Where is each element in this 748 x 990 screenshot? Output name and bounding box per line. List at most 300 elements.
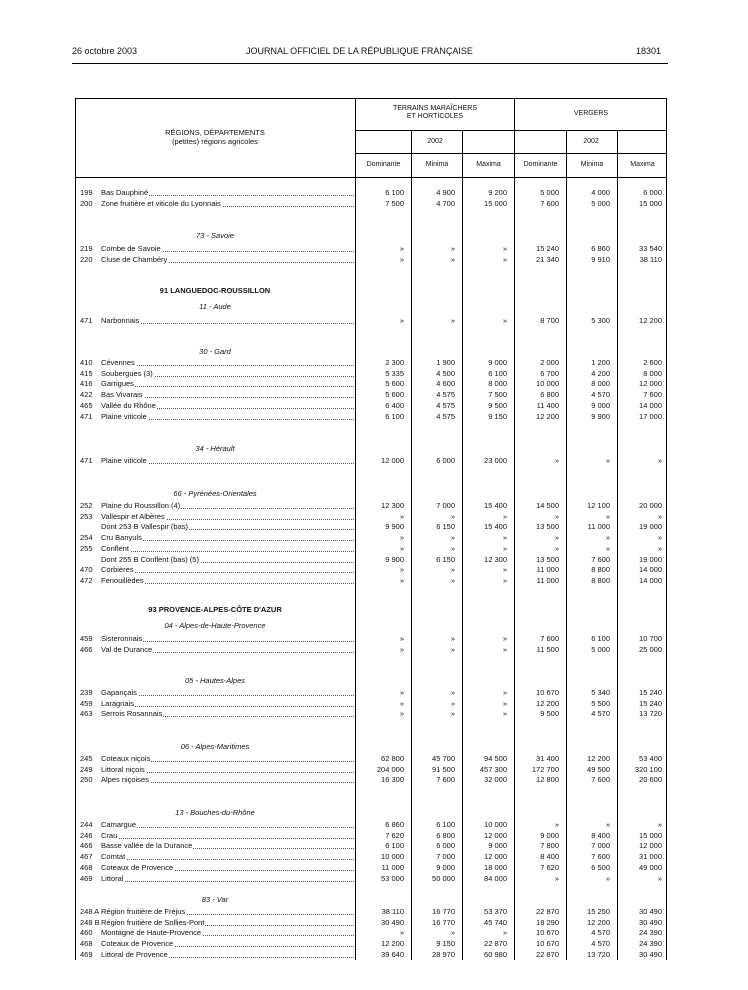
group-header-terrains: TERRAINS MARAÎCHERS ET HORTICOLES: [392, 105, 477, 120]
row-value: »: [502, 698, 507, 708]
row-name: [101, 831, 355, 840]
row-value: 18 000: [484, 862, 507, 872]
row-value: 4 570: [591, 928, 610, 938]
row-code: 254: [80, 533, 93, 543]
table-row: [75, 255, 667, 265]
row-value: »: [657, 456, 662, 465]
row-value: 2 000: [540, 358, 559, 367]
row-value: 12 300: [381, 501, 404, 510]
row-value: 10 000: [484, 820, 507, 829]
row-value: 10 670: [536, 939, 559, 949]
row-code: 466: [80, 841, 93, 851]
row-value: 9 000: [540, 830, 559, 840]
row-value: »: [399, 254, 404, 264]
row-value: »: [450, 688, 455, 697]
row-value: »: [502, 688, 507, 697]
row-name: [101, 907, 355, 916]
row-value: 7 800: [540, 841, 559, 851]
row-name-text: Comtat: [101, 852, 126, 862]
row-name: [101, 390, 355, 399]
row-value: »: [502, 575, 507, 585]
year-header: 2002: [427, 138, 443, 145]
row-value: 10 670: [536, 928, 559, 938]
row-value: »: [399, 244, 404, 253]
row-value: 6 500: [591, 862, 610, 872]
table-row: [75, 199, 667, 209]
row-code: 468: [80, 862, 93, 872]
row-value: »: [450, 244, 455, 253]
row-name-text: Dont 255 B Conflent (bas) (5): [101, 554, 199, 564]
row-code: 199: [80, 188, 93, 197]
row-value: 5 600: [385, 379, 404, 389]
row-value: 18 290: [536, 917, 559, 927]
row-value: 10 670: [536, 688, 559, 697]
row-value: 91 500: [432, 764, 455, 774]
row-name: [101, 512, 355, 521]
table-row: [75, 358, 667, 368]
row-name: [101, 841, 355, 850]
row-value: »: [502, 709, 507, 719]
row-code: 252: [80, 501, 93, 510]
row-value: »: [399, 575, 404, 585]
table-row: [75, 244, 667, 254]
row-value: 9 200: [488, 188, 507, 197]
table-row: [75, 533, 667, 543]
row-value: 4 500: [436, 368, 455, 378]
row-value: 20 600: [639, 775, 662, 785]
table-row: [75, 390, 667, 400]
row-value: 7 600: [436, 775, 455, 785]
row-value: 22 870: [536, 907, 559, 916]
row-value: 22 870: [536, 949, 559, 959]
row-value: 2 600: [643, 358, 662, 367]
row-name: [101, 369, 355, 378]
table-row: [75, 645, 667, 655]
department-heading: 34 - Hérault: [195, 444, 235, 453]
row-value: 4 575: [436, 390, 455, 400]
year-header: 2002: [583, 138, 599, 145]
row-name: [101, 316, 355, 325]
row-name: [101, 533, 355, 542]
table-row: [75, 412, 667, 422]
row-value: 94 500: [484, 754, 507, 763]
row-value: 30 490: [639, 917, 662, 927]
row-value: 60 980: [484, 949, 507, 959]
row-value: »: [399, 634, 404, 643]
row-value: 14 000: [639, 400, 662, 410]
row-value: »: [450, 511, 455, 521]
row-value: 9 910: [591, 254, 610, 264]
row-value: 5 500: [591, 698, 610, 708]
row-name: [101, 188, 355, 197]
row-value: »: [657, 533, 662, 543]
row-value: 53 400: [639, 754, 662, 763]
row-value: 4 570: [591, 390, 610, 400]
table-row: [75, 939, 667, 949]
row-value: »: [450, 709, 455, 719]
row-value: »: [502, 316, 507, 325]
row-value: 31 000: [639, 852, 662, 862]
row-name: [101, 358, 355, 367]
row-value: »: [399, 688, 404, 697]
row-value: »: [657, 543, 662, 553]
row-value: 10 000: [536, 379, 559, 389]
department-heading: 13 - Bouches-du-Rhône: [175, 808, 255, 817]
row-name-text: Coteaux de Provence: [101, 939, 174, 949]
row-code: 249: [80, 764, 93, 774]
row-value: »: [450, 928, 455, 938]
row-value: 457 300: [479, 764, 507, 774]
table-row: [75, 688, 667, 698]
row-code: 253: [80, 511, 93, 521]
row-name-text: Sisteronnais: [101, 634, 143, 643]
table-row: [75, 928, 667, 938]
row-value: »: [502, 634, 507, 643]
row-value: 7 600: [591, 852, 610, 862]
row-name-text: Bas Dauphiné: [101, 188, 149, 197]
table-row: [75, 501, 667, 511]
row-value: 12 000: [381, 456, 404, 465]
group-header-vergers: VERGERS: [573, 110, 609, 117]
row-value: 9 500: [540, 709, 559, 719]
row-value: »: [554, 820, 559, 829]
row-name-text: Région fruitière de Sollies-Pont: [101, 917, 205, 927]
row-name-text: Plaine du Roussillon (4): [101, 501, 181, 510]
row-value: 8 000: [488, 379, 507, 389]
row-value: »: [502, 644, 507, 654]
row-value: 21 340: [536, 254, 559, 264]
region-column-header: RÉGIONS, DÉPARTEMENTS (petites) régions agricoles: [165, 128, 265, 146]
row-value: 9 000: [436, 862, 455, 872]
row-code: 471: [80, 316, 93, 325]
row-value: 9 900: [385, 554, 404, 564]
row-value: »: [502, 533, 507, 543]
row-value: »: [554, 511, 559, 521]
row-name-text: Coteaux niçois: [101, 754, 151, 763]
row-value: 15 400: [484, 501, 507, 510]
row-value: 12 200: [536, 698, 559, 708]
row-value: 16 770: [432, 907, 455, 916]
row-value: 11 000: [536, 575, 559, 585]
row-value: 30 490: [639, 949, 662, 959]
col-header: Dominante: [366, 161, 401, 168]
row-value: 5 000: [591, 198, 610, 208]
row-value: 45 740: [484, 917, 507, 927]
table-row: [75, 512, 667, 522]
row-name-text: Cru Banyuls: [101, 533, 142, 543]
row-code: 469: [80, 949, 93, 959]
row-value: 53 370: [484, 907, 507, 916]
row-value: »: [502, 928, 507, 938]
row-name-text: Soubergues (3): [101, 368, 153, 378]
row-value: 7 600: [591, 775, 610, 785]
row-value: 24 390: [639, 928, 662, 938]
row-value: 49 000: [639, 862, 662, 872]
row-name: [101, 379, 355, 388]
row-name-text: Littoral: [101, 873, 124, 883]
row-value: 4 570: [591, 709, 610, 719]
row-value: »: [657, 873, 662, 883]
table-row: [75, 565, 667, 575]
row-value: 15 000: [639, 198, 662, 208]
row-name: [101, 709, 355, 718]
table-row: [75, 188, 667, 198]
row-code: 467: [80, 852, 93, 862]
row-value: 14 500: [536, 501, 559, 510]
table-row: [75, 950, 667, 960]
row-value: »: [502, 511, 507, 521]
row-value: 28 970: [432, 949, 455, 959]
department-heading: 05 - Hautes-Alpes: [184, 676, 246, 685]
row-value: 19 000: [639, 554, 662, 564]
table-row: [75, 907, 667, 917]
row-value: 31 400: [536, 754, 559, 763]
row-value: 9 000: [488, 358, 507, 367]
row-value: 8 700: [540, 316, 559, 325]
row-value: 84 000: [484, 873, 507, 883]
row-name-text: Vallespir et Albères: [101, 511, 165, 521]
row-value: 6 000: [436, 456, 455, 465]
row-name-text: Plaine viticole: [101, 456, 147, 465]
row-value: 15 240: [639, 698, 662, 708]
row-value: »: [399, 543, 404, 553]
row-name: [101, 688, 355, 697]
row-value: 30 490: [381, 917, 404, 927]
row-value: »: [502, 254, 507, 264]
table-row: [75, 918, 667, 928]
row-value: »: [554, 543, 559, 553]
row-value: 16 770: [432, 917, 455, 927]
row-value: 15 400: [484, 522, 507, 532]
table-row: [75, 634, 667, 644]
row-value: 11 000: [587, 522, 610, 532]
row-code: 463: [80, 709, 93, 719]
row-value: 33 540: [639, 244, 662, 253]
department-heading: 30 - Gard: [199, 347, 231, 356]
row-value: 9 500: [488, 400, 507, 410]
row-value: »: [450, 543, 455, 553]
row-value: 6 100: [488, 368, 507, 378]
row-name: [101, 950, 355, 959]
row-value: »: [399, 316, 404, 325]
row-value: »: [399, 698, 404, 708]
row-name-text: Narbonnais: [101, 316, 140, 325]
department-heading: 73 - Savoie: [196, 231, 234, 240]
table-row: [75, 544, 667, 554]
row-value: 4 900: [436, 188, 455, 197]
row-code: 422: [80, 390, 93, 400]
row-code: 470: [80, 565, 93, 575]
row-value: 8 400: [591, 830, 610, 840]
row-value: »: [450, 698, 455, 708]
department-heading: 04 - Alpes-de-Haute-Provence: [164, 621, 266, 630]
header-line: [355, 130, 667, 131]
row-name-text: Cluse de Chambéry: [101, 254, 168, 264]
row-name-text: Crau: [101, 830, 118, 840]
row-name: [101, 565, 355, 574]
department-heading: 66 - Pyrénées-Orientales: [173, 489, 257, 498]
row-name: [101, 555, 355, 564]
row-value: »: [605, 873, 610, 883]
header-date: 26 octobre 2003: [72, 46, 138, 56]
row-value: 6 800: [540, 390, 559, 400]
row-value: 5 335: [385, 368, 404, 378]
row-value: 7 600: [540, 198, 559, 208]
row-value: 15 000: [639, 830, 662, 840]
row-name-text: Alpes niçoises: [101, 775, 149, 785]
row-value: »: [554, 533, 559, 543]
row-code: 416: [80, 379, 93, 389]
header-page-number: 18301: [636, 46, 662, 56]
row-name: [101, 863, 355, 872]
row-value: 12 000: [639, 379, 662, 389]
table-row: [75, 401, 667, 411]
row-value: 12 200: [587, 754, 610, 763]
row-name-text: Plaine viticole: [101, 411, 147, 421]
row-value: 6 100: [385, 841, 404, 851]
row-value: 13 720: [587, 949, 610, 959]
row-value: 11 400: [536, 400, 559, 410]
row-name-text: Conflent: [101, 543, 129, 553]
row-value: 23 000: [484, 456, 507, 465]
row-value: 49 500: [587, 764, 610, 774]
row-name: [101, 699, 355, 708]
row-value: 6 100: [385, 411, 404, 421]
table-row: [75, 841, 667, 851]
col-header: Minima: [425, 161, 449, 168]
row-value: 6 100: [436, 820, 455, 829]
row-value: 12 100: [587, 501, 610, 510]
row-code: 460: [80, 928, 93, 938]
row-value: 6 800: [436, 830, 455, 840]
row-value: 6 000: [436, 841, 455, 851]
row-value: 13 720: [639, 709, 662, 719]
row-code: 471: [80, 411, 93, 421]
row-value: 12 200: [536, 411, 559, 421]
row-value: »: [502, 244, 507, 253]
row-value: 6 400: [385, 400, 404, 410]
row-value: 5 300: [591, 316, 610, 325]
row-value: 9 000: [488, 841, 507, 851]
row-value: 16 300: [381, 775, 404, 785]
department-heading: 06 - Alpes-Maritimes: [180, 742, 250, 751]
row-value: »: [554, 873, 559, 883]
row-value: 53 000: [381, 873, 404, 883]
row-value: 7 500: [488, 390, 507, 400]
row-value: »: [450, 316, 455, 325]
row-value: 15 240: [639, 688, 662, 697]
row-value: 7 620: [540, 862, 559, 872]
row-code: 200: [80, 198, 93, 208]
row-code: 250: [80, 775, 93, 785]
row-name-text: Littoral de Provence: [101, 949, 168, 959]
col-header: Dominante: [523, 161, 558, 168]
row-name-text: Bas Vivarais: [101, 390, 143, 400]
row-value: »: [605, 543, 610, 553]
row-name-text: Val de Durance: [101, 644, 153, 654]
row-name-text: Serrois Rosannais: [101, 709, 163, 719]
row-value: 50 000: [432, 873, 455, 883]
header-line: [75, 177, 667, 178]
row-code: 410: [80, 358, 93, 367]
row-value: 9 900: [385, 522, 404, 532]
region-heading: 91 LANGUEDOC-ROUSSILLON: [159, 286, 271, 295]
department-heading: 83 - Var: [201, 895, 229, 904]
row-value: »: [450, 565, 455, 575]
row-code: 468: [80, 939, 93, 949]
row-value: 4 570: [591, 939, 610, 949]
row-name: [101, 401, 355, 410]
row-value: 6 000: [643, 188, 662, 197]
row-value: »: [502, 565, 507, 575]
table-row: [75, 456, 667, 466]
row-value: 9 900: [591, 411, 610, 421]
row-value: 13 500: [536, 554, 559, 564]
table-row: [75, 863, 667, 873]
col-header: Minima: [580, 161, 604, 168]
row-value: »: [399, 644, 404, 654]
row-value: 204 000: [376, 764, 404, 774]
row-name: [101, 645, 355, 654]
row-name-text: Région fruitière de Fréjus: [101, 907, 186, 916]
row-value: »: [605, 511, 610, 521]
row-value: 4 600: [436, 379, 455, 389]
row-name-text: Cévennes: [101, 358, 135, 367]
row-value: 62 800: [381, 754, 404, 763]
row-value: 6 100: [385, 188, 404, 197]
row-value: 7 620: [385, 830, 404, 840]
row-value: 12 300: [484, 554, 507, 564]
row-value: »: [502, 543, 507, 553]
row-value: 6 100: [591, 634, 610, 643]
row-code: 465: [80, 400, 93, 410]
row-value: 14 000: [639, 565, 662, 575]
row-value: 11 500: [536, 644, 559, 654]
row-value: 32 000: [484, 775, 507, 785]
row-value: 172 700: [531, 764, 559, 774]
row-value: 24 390: [639, 939, 662, 949]
row-value: 4 575: [436, 411, 455, 421]
table-row: [75, 576, 667, 586]
row-value: »: [399, 565, 404, 575]
row-value: 6 150: [436, 554, 455, 564]
row-name-text: Dont 253 B Vallespir (bas): [101, 522, 188, 532]
row-value: »: [450, 575, 455, 585]
row-value: 17 000: [639, 411, 662, 421]
row-value: 12 000: [639, 841, 662, 851]
row-name-text: Montagne de Haute-Provence: [101, 928, 202, 938]
row-value: 7 000: [436, 852, 455, 862]
row-value: 9 150: [436, 939, 455, 949]
row-value: 20 000: [639, 501, 662, 510]
row-value: 13 500: [536, 522, 559, 532]
row-value: »: [399, 928, 404, 938]
row-name: [101, 576, 355, 585]
row-code: 459: [80, 634, 93, 643]
row-value: 5 000: [540, 188, 559, 197]
row-value: 8 800: [591, 565, 610, 575]
row-value: 12 000: [484, 830, 507, 840]
row-value: 6 700: [540, 368, 559, 378]
row-name: [101, 874, 355, 883]
row-value: 7 600: [540, 634, 559, 643]
row-name: [101, 918, 355, 927]
row-value: 7 000: [436, 501, 455, 510]
row-value: »: [399, 511, 404, 521]
row-code: 239: [80, 688, 93, 697]
row-value: 38 110: [639, 254, 662, 264]
row-name: [101, 928, 355, 937]
